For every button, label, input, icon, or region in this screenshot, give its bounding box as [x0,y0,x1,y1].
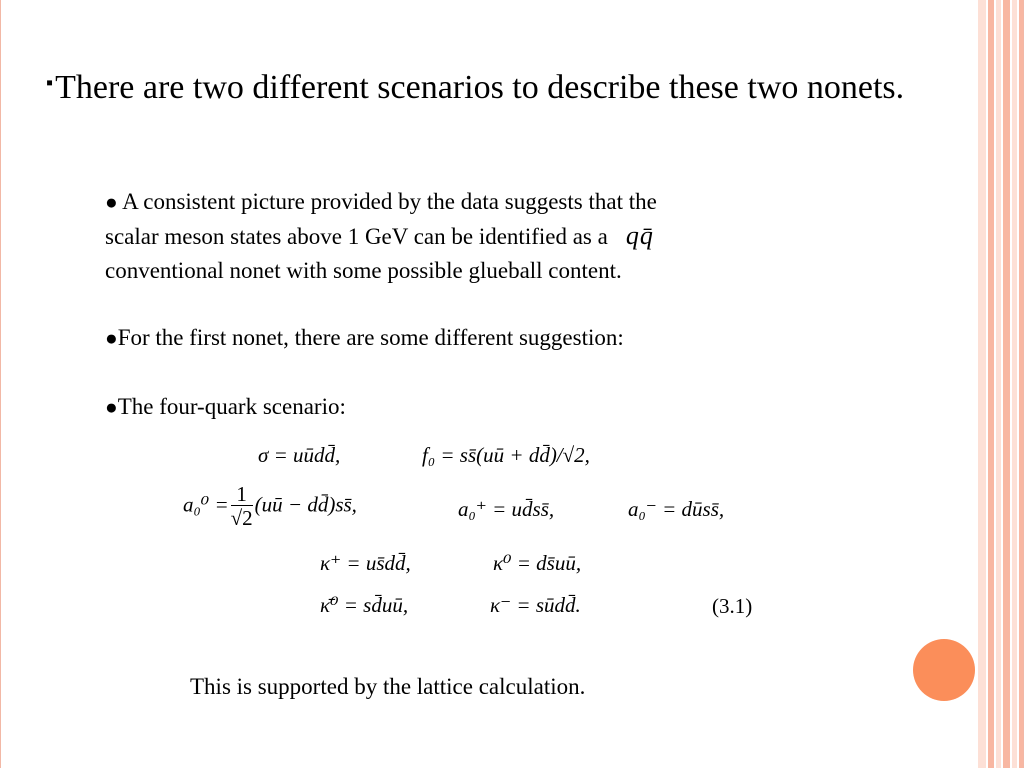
eq-a0-zero-lhs: a₀⁰ = [183,492,229,517]
eq-kappa-plus: κ⁺ = us̄dd̄, [320,551,411,575]
edge-stripe-2 [988,0,994,768]
eq-a0-minus: a₀⁻ = dūss̄, [628,497,725,521]
edge-stripe-6 [1019,0,1024,768]
point-1-line-2: scalar meson states above 1 GeV can be identified as a [105,224,608,249]
bullet-point-four-quark [105,390,895,424]
eq-kappa-zero: κ⁰ = ds̄uū, [493,551,582,575]
heading-text: There are two different scenarios to describe these two nonets. [55,69,905,106]
eq-kappa-bar-zero: κ̄⁰ = sd̄uū, [320,593,409,617]
point-1-line-1: A consistent picture provided by the data suggests that the [117,189,657,214]
eq-a0-zero [183,483,357,530]
point-1-line-3: conventional nonet with some possible glueball content. [105,258,622,283]
slide-heading [46,60,966,111]
edge-stripe-5 [1012,0,1017,768]
edge-stripe-3 [996,0,1001,768]
square-bullet-icon: ▪ [46,72,54,94]
eq-a0-plus: a₀⁺ = ud̄ss̄, [458,497,555,521]
fraction-denominator: √2 [230,506,253,530]
eq-sigma: σ = uūdd̄, [258,443,341,467]
point-3-text: The four-quark scenario: [117,394,346,419]
edge-stripe-1 [978,0,986,768]
bullet-point-first-nonet [105,321,895,355]
edge-stripe-4 [1003,0,1010,768]
eq-f0: f₀ = ss̄(uū + dd̄)/√2, [422,443,590,467]
qq-bar-symbol: qq̄ [625,221,654,250]
fraction-numerator: 1 [231,483,253,506]
filled-circle-bullet-icon: ● [105,190,118,214]
filled-circle-bullet-icon: ● [105,395,118,419]
lattice-support-note: This is supported by the lattice calculation. [190,674,586,699]
equation-number: (3.1) [712,594,753,618]
point-2-text: For the first nonet, there are some different suggestion: [117,325,624,350]
decorative-orange-circle [913,639,975,701]
eq-a0-zero-rhs: (uū − dd̄)ss̄, [254,492,357,517]
fraction-one-over-root-two [231,483,253,530]
eq-kappa-minus: κ⁻ = sūdd̄. [490,593,581,617]
filled-circle-bullet-icon: ● [105,326,118,350]
bullet-point-consistent-picture [105,185,895,288]
